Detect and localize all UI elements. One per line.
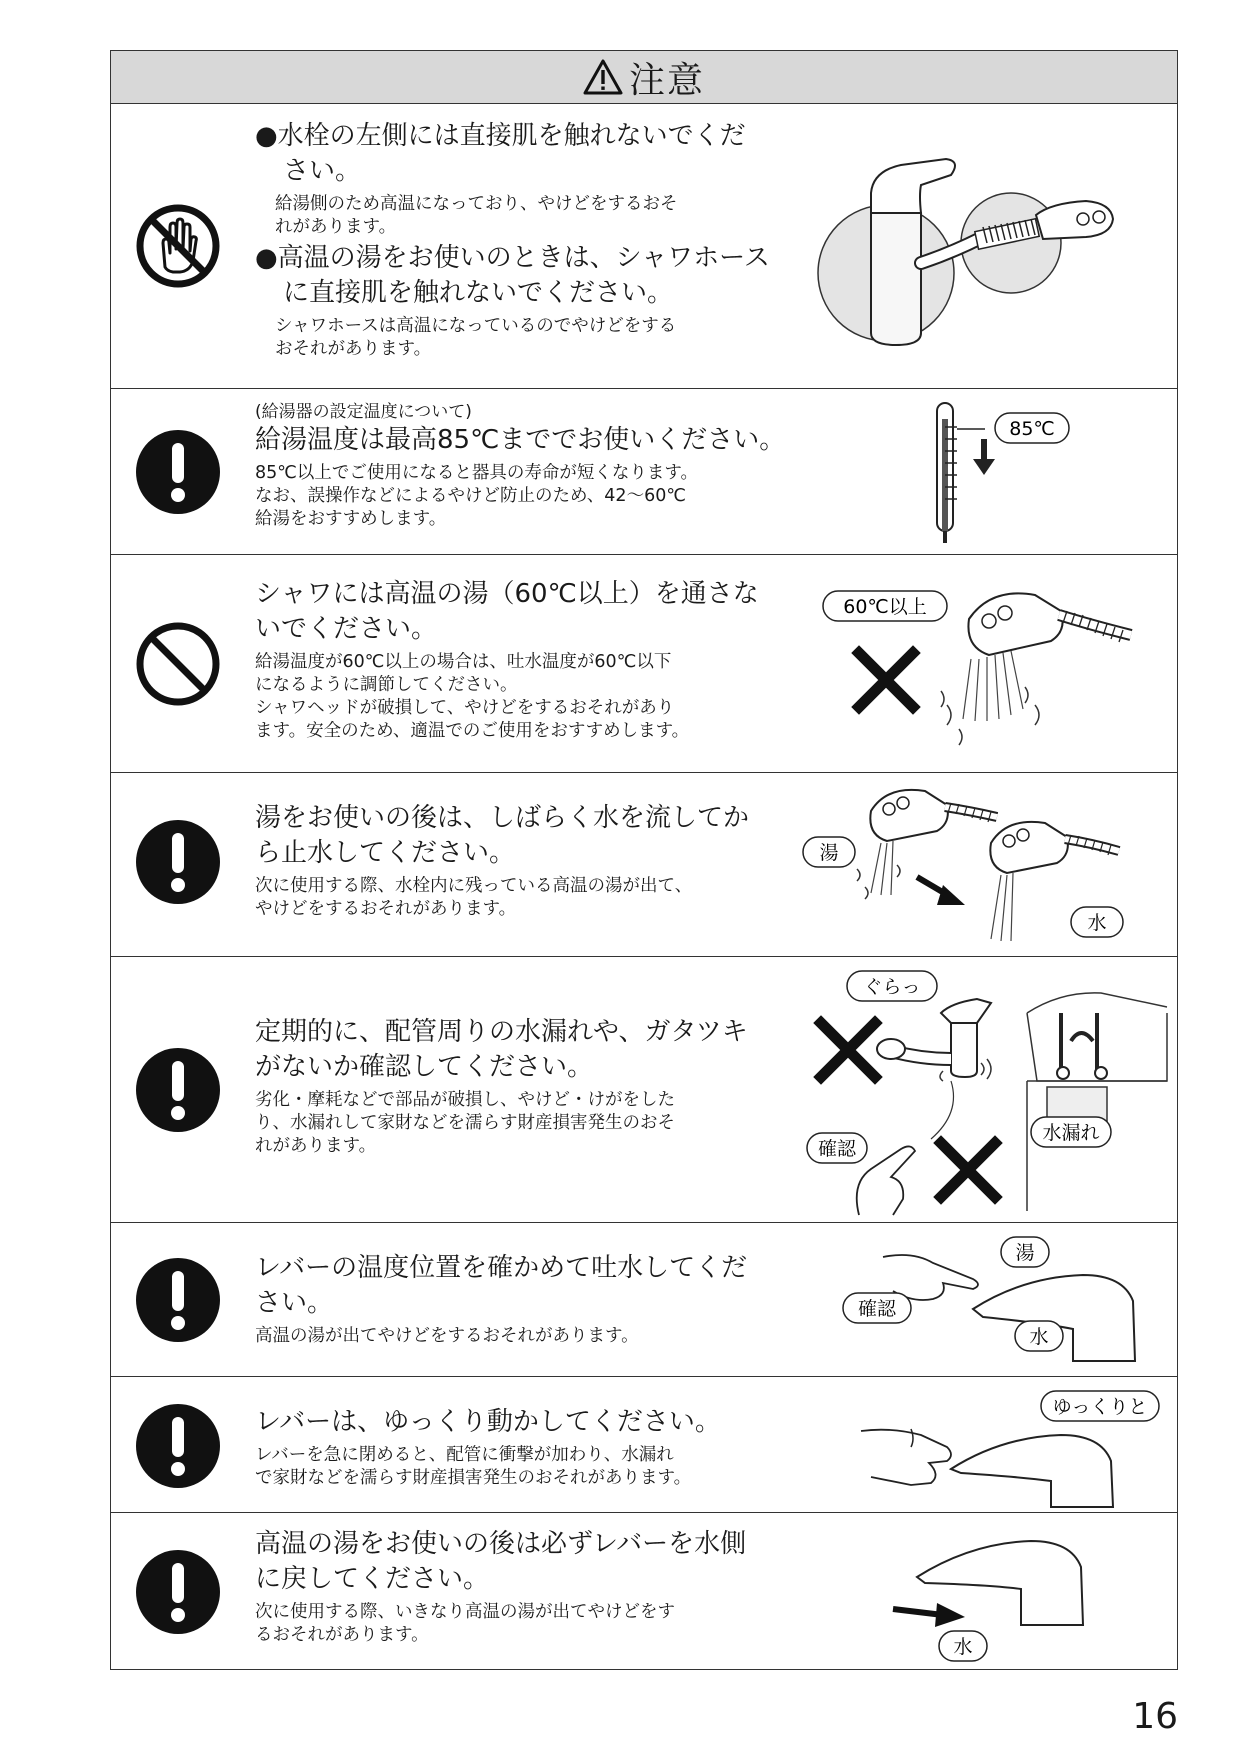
temp-60-tag: 60℃以上 xyxy=(843,596,927,618)
section-no-hot-shower xyxy=(111,555,1177,773)
leak-tag: 水漏れ xyxy=(1042,1122,1100,1144)
warning-detail: シャワヘッドが破損して、やけどをするおそれがあり xyxy=(255,698,675,718)
warning-detail: 給湯をおすすめします。 xyxy=(255,509,447,529)
warning-heading: レバーの温度位置を確かめて吐水してくだ xyxy=(255,1253,748,1283)
warning-detail: 劣化・摩耗などで部品が破損し、やけど・けがをした xyxy=(255,1090,675,1110)
warning-detail: レバーを急に閉めると、配管に衝撃が加わり、水漏れ xyxy=(255,1445,674,1465)
warning-heading: 高温の湯をお使いの後は必ずレバーを水側 xyxy=(255,1529,747,1559)
lever-to-cold-illustration xyxy=(881,1527,1101,1667)
warning-heading-2: ●高温の湯をお使いのときは、シャワホース xyxy=(255,243,770,273)
warning-detail: ます。安全のため、適温でのご使用をおすすめします。 xyxy=(255,721,690,741)
check-tag: 確認 xyxy=(857,1298,897,1320)
caution-title: 注意 xyxy=(628,59,705,101)
prohibition-icon xyxy=(135,621,221,707)
warning-detail: るおそれがあります。 xyxy=(255,1625,429,1645)
warning-detail: で家財などを濡らす財産損害発生のおそれがあります。 xyxy=(255,1468,692,1488)
warning-detail: 給湯温度が60℃以上の場合は、吐水温度が60℃以下 xyxy=(255,652,672,672)
warning-detail: り、水漏れして家財などを濡らす財産損害発生のおそ xyxy=(255,1113,675,1133)
slow-lever-illustration xyxy=(851,1389,1171,1509)
section-check-lever-temp xyxy=(111,1223,1177,1377)
warning-heading-cont: ら止水してください。 xyxy=(255,838,516,868)
warning-heading-cont: さい。 xyxy=(255,1288,334,1318)
section-hot-water-temp xyxy=(111,389,1177,555)
warning-heading-cont: に戻してください。 xyxy=(255,1564,490,1594)
warning-heading: シャワには高温の湯（60℃以上）を通さな xyxy=(255,579,759,609)
warning-detail: 次に使用する際、水栓内に残っている高温の湯が出て、 xyxy=(255,876,693,896)
warning-heading: 給湯温度は最高85℃まででお使いください。 xyxy=(255,425,786,455)
hot-to-cold-flush-illustration xyxy=(801,781,1141,953)
warning-detail: れがあります。 xyxy=(255,1136,377,1156)
warning-heading-cont: さい。 xyxy=(283,156,362,186)
leak-check-illustration xyxy=(801,963,1177,1219)
warning-detail-cont: れがあります。 xyxy=(275,217,397,237)
warning-detail: 85℃以上でご使用になると器具の寿命が短くなります。 xyxy=(255,463,699,483)
temp-85-tag: 85℃ xyxy=(1009,418,1055,440)
page-number: 16 xyxy=(1132,1696,1178,1737)
warning-detail-2-cont: おそれがあります。 xyxy=(275,339,432,359)
section-move-lever-slowly xyxy=(111,1377,1177,1513)
slowly-tag: ゆっくりと xyxy=(1052,1396,1148,1418)
warning-detail: やけどをするおそれがあります。 xyxy=(255,899,517,919)
caution-frame xyxy=(110,50,1178,1670)
cold-tag: 水 xyxy=(953,1636,973,1658)
warning-heading-cont: がないか確認してください。 xyxy=(255,1052,594,1082)
mandatory-action-icon xyxy=(135,1257,221,1343)
cold-tag: 水 xyxy=(1087,912,1107,934)
warning-detail: なお、誤操作などによるやけど防止のため、42～60℃ xyxy=(255,486,686,506)
mandatory-action-icon xyxy=(135,1403,221,1489)
section-no-touch xyxy=(111,103,1177,389)
mandatory-action-icon xyxy=(135,1549,221,1635)
cold-tag: 水 xyxy=(1029,1326,1049,1348)
check-tag: 確認 xyxy=(817,1138,857,1160)
caution-header xyxy=(111,51,1177,104)
warning-heading: ●水栓の左側には直接肌を触れないでくだ xyxy=(255,121,746,151)
wobble-tag: ぐらっ xyxy=(863,976,921,998)
warning-triangle-icon xyxy=(583,59,623,95)
thermometer-illustration xyxy=(921,399,1081,547)
warning-detail: 給湯側のため高温になっており、やけどをするおそ xyxy=(275,194,678,214)
warning-heading: 湯をお使いの後は、しばらく水を流してか xyxy=(255,803,750,833)
warning-heading: レバーは、ゆっくり動かしてください。 xyxy=(255,1407,721,1437)
warning-detail-2: シャワホースは高温になっているのでやけどをする xyxy=(275,316,677,336)
faucet-hose-illustration xyxy=(811,153,1121,353)
section-return-lever-cold xyxy=(111,1513,1177,1671)
mandatory-action-icon xyxy=(135,429,221,515)
hot-shower-prohibited-illustration xyxy=(821,585,1151,765)
warning-detail: 高温の湯が出てやけどをするおそれがあります。 xyxy=(255,1326,639,1346)
section-check-leaks xyxy=(111,957,1177,1223)
lever-position-check-illustration xyxy=(823,1231,1173,1371)
mandatory-action-icon xyxy=(135,819,221,905)
warning-note: (給湯器の設定温度について) xyxy=(255,402,472,422)
warning-heading-cont: いでください。 xyxy=(255,614,438,644)
section-flush-water xyxy=(111,773,1177,957)
warning-detail: になるように調節してください。 xyxy=(255,675,518,695)
warning-detail: 次に使用する際、いきなり高温の湯が出てやけどをす xyxy=(255,1602,675,1622)
warning-heading: 定期的に、配管周りの水漏れや、ガタツキ xyxy=(255,1017,748,1047)
hot-tag: 湯 xyxy=(819,842,839,864)
hot-tag: 湯 xyxy=(1015,1242,1035,1264)
no-touch-icon xyxy=(135,203,221,289)
mandatory-action-icon xyxy=(135,1047,221,1133)
warning-heading-2-cont: に直接肌を触れないでください。 xyxy=(283,278,674,308)
